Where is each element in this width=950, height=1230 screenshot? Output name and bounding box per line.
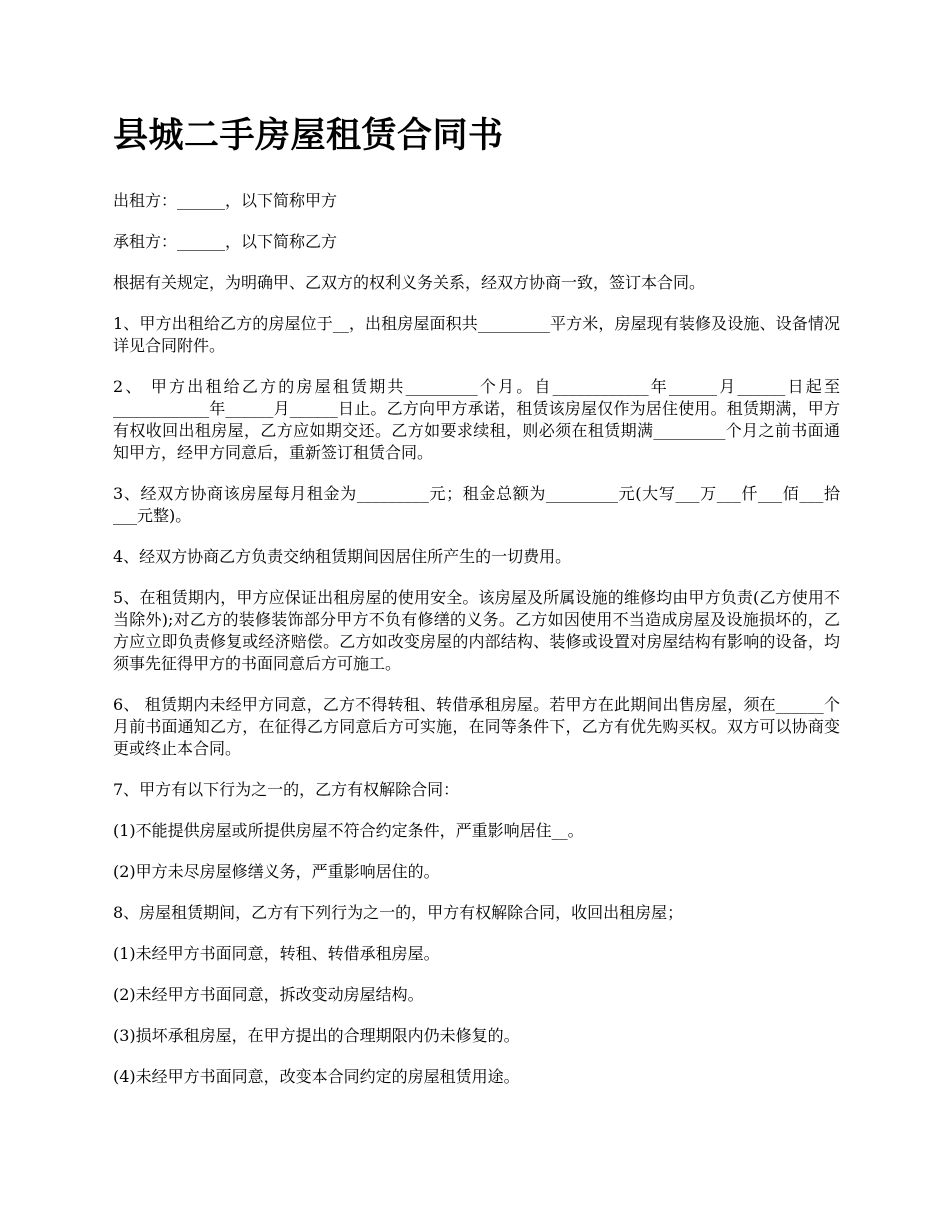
clause-2-term: 2、 甲方出租给乙方的房屋租赁期共_________个月。自____________年______月______日起至____________年______月______日止。乙方向甲方承诺，租赁该房屋仅作为居住使用。租赁期满，甲方有权收回出租房屋，乙方应如期交还。乙方如要求续租，则必须在租赁期满_________个月之前书面通知甲方，经甲方同意后，重新签订租赁合同。: [113, 377, 840, 462]
document-title: 县城二手房屋租赁合同书: [113, 116, 504, 156]
clause-5-maintenance: 5、在租赁期内，甲方应保证出租房屋的使用安全。该房屋及所属设施的维修均由甲方负责(乙方使用不当除外);对乙方的装修装饰部分甲方不负有修缮的义务。乙方如因使用不当造成房屋及设施损坏的，乙方应立即负责修复或经济赔偿。乙方如改变房屋的内部结构、装修或设置对房屋结构有影响的设备，均须事先征得甲方的书面同意后方可施工。: [113, 588, 840, 673]
clause-8-item-4: (4)未经甲方书面同意，改变本合同约定的房屋租赁用途。: [113, 1067, 520, 1086]
clause-7-item-2: (2)甲方未尽房屋修缮义务，严重影响居住的。: [113, 862, 440, 881]
clause-6-sublease: 6、 租赁期内未经甲方同意，乙方不得转租、转借承租房屋。若甲方在此期间出售房屋，须在______个月前书面通知乙方，在征得乙方同意后方可实施，在同等条件下，乙方有优先购买权。双方可以协商变更或终止本合同。: [113, 695, 840, 758]
clause-1-location: 1、甲方出租给乙方的房屋位于__，出租房屋面积共_________平方米，房屋现有装修及设施、设备情况详见合同附件。: [113, 314, 840, 355]
clause-7-item-1: (1)不能提供房屋或所提供房屋不符合约定条件，严重影响居住__。: [113, 821, 584, 840]
clause-7-lessee-termination: 7、甲方有以下行为之一的，乙方有权解除合同：: [113, 780, 460, 799]
clause-preamble: 根据有关规定，为明确甲、乙双方的权利义务关系，经双方协商一致，签订本合同。: [113, 273, 706, 292]
clause-lessee: 承租方：______，以下简称乙方: [113, 232, 338, 251]
clause-8-item-3: (3)损坏承租房屋，在甲方提出的合理期限内仍未修复的。: [113, 1026, 520, 1045]
clause-3-rent: 3、经双方协商该房屋每月租金为_________元；租金总额为_________元(大写___万___仟___佰___拾___元整)。: [113, 484, 840, 525]
clause-lessor: 出租方：______，以下简称甲方: [113, 191, 338, 210]
clause-4-fees: 4、经双方协商乙方负责交纳租赁期间因居住所产生的一切费用。: [113, 547, 572, 566]
clause-8-item-2: (2)未经甲方书面同意，拆改变动房屋结构。: [113, 985, 424, 1004]
clause-8-item-1: (1)未经甲方书面同意，转租、转借承租房屋。: [113, 944, 440, 963]
document-page: [113, 112, 840, 1107]
clause-8-lessor-termination: 8、房屋租赁期间，乙方有下列行为之一的，甲方有权解除合同，收回出租房屋；: [113, 903, 684, 922]
